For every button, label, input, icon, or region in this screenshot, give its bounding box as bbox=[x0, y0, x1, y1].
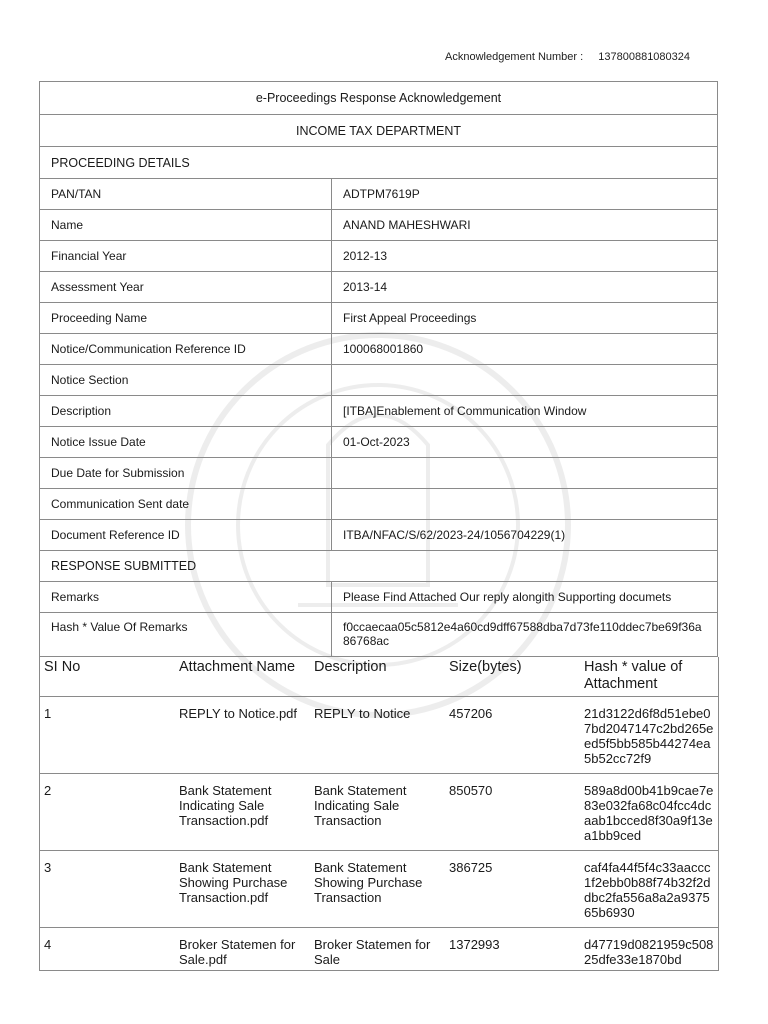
table-row bbox=[40, 851, 718, 928]
detail-row bbox=[40, 303, 718, 334]
detail-value: 100068001860 bbox=[332, 334, 718, 365]
attachment-sno: 3 bbox=[40, 851, 175, 928]
detail-value: 2013-14 bbox=[332, 272, 718, 303]
detail-row bbox=[40, 458, 718, 489]
hash-remarks-row bbox=[40, 613, 718, 657]
detail-value: 01-Oct-2023 bbox=[332, 427, 718, 458]
remarks-row bbox=[40, 582, 718, 613]
detail-label: Name bbox=[40, 210, 332, 241]
attachment-size: 1372993 bbox=[449, 937, 500, 952]
attachment-name: Bank Statement Showing Purchase Transaction.pdf bbox=[175, 851, 310, 928]
attachment-sno: 4 bbox=[44, 937, 52, 952]
table-row bbox=[40, 697, 718, 774]
acknowledgement-number bbox=[445, 51, 690, 63]
detail-row bbox=[40, 241, 718, 272]
detail-label: PAN/TAN bbox=[40, 179, 332, 210]
attachment-name: Bank Statement Indicating Sale Transaction.pdf bbox=[175, 774, 310, 851]
detail-row bbox=[40, 396, 718, 427]
detail-value: ITBA/NFAC/S/62/2023-24/1056704229(1) bbox=[332, 520, 718, 551]
attachment-description: REPLY to Notice bbox=[310, 697, 445, 774]
detail-row bbox=[40, 427, 718, 458]
table-row bbox=[40, 774, 718, 851]
attachment-description: Bank Statement Showing Purchase Transaction bbox=[310, 851, 445, 928]
table-row bbox=[40, 928, 718, 972]
detail-label: Notice Section bbox=[40, 365, 332, 396]
remarks-label: Remarks bbox=[40, 582, 332, 613]
detail-label: Notice/Communication Reference ID bbox=[40, 334, 332, 365]
detail-label: Document Reference ID bbox=[40, 520, 332, 551]
detail-label: Description bbox=[40, 396, 332, 427]
detail-row bbox=[40, 520, 718, 551]
hash-remarks-label: Hash * Value Of Remarks bbox=[40, 613, 332, 657]
detail-value: [ITBA]Enablement of Communication Window bbox=[332, 396, 718, 427]
detail-value bbox=[332, 365, 718, 396]
attachment-size: 850570 bbox=[445, 774, 580, 851]
detail-row bbox=[40, 365, 718, 396]
attachment-description: Broker Statemen for Sale bbox=[314, 937, 431, 967]
attachment-sno: 2 bbox=[40, 774, 175, 851]
attachment-name: Broker Statemen for Sale.pdf bbox=[179, 937, 296, 967]
attachments-table bbox=[40, 657, 718, 971]
header-hash: Hash * value of Attachment bbox=[580, 657, 718, 697]
detail-row bbox=[40, 179, 718, 210]
detail-value: ANAND MAHESHWARI bbox=[332, 210, 718, 241]
detail-label: Notice Issue Date bbox=[40, 427, 332, 458]
detail-row bbox=[40, 272, 718, 303]
detail-value: First Appeal Proceedings bbox=[332, 303, 718, 334]
detail-row bbox=[40, 489, 718, 520]
detail-label: Proceeding Name bbox=[40, 303, 332, 334]
attachment-hash: caf4fa44f5f4c33aaccc1f2ebb0b88f74b32f2ddbc2fa556a8a2a937565b6930 bbox=[580, 851, 718, 928]
header-attachment-name: Attachment Name bbox=[175, 657, 310, 697]
attachment-hash: 21d3122d6f8d51ebe07bd2047147c2bd265eed5f5bb585b44274ea5b52cc72f9 bbox=[580, 697, 718, 774]
detail-label: Due Date for Submission bbox=[40, 458, 332, 489]
attachment-hash: 589a8d00b41b9cae7e83e032fa68c04fcc4dcaab1bcced8f30a9f13ea1bb9ced bbox=[580, 774, 718, 851]
response-submitted-heading: RESPONSE SUBMITTED bbox=[40, 551, 718, 582]
attachments-header-row bbox=[40, 657, 718, 697]
attachment-name: REPLY to Notice.pdf bbox=[175, 697, 310, 774]
header-description: Description bbox=[310, 657, 445, 697]
acknowledgement-value: 137800881080324 bbox=[598, 51, 691, 63]
detail-row bbox=[40, 334, 718, 365]
attachment-size: 457206 bbox=[445, 697, 580, 774]
detail-value: ADTPM7619P bbox=[332, 179, 718, 210]
hash-remarks-value: f0ccaecaa05c5812e4a60cd9dff67588dba7d73fe110ddec7be69f36a86768ac bbox=[332, 613, 718, 657]
attachment-hash: d47719d0821959c50825dfe33e1870bd bbox=[584, 937, 714, 967]
acknowledgement-label: Acknowledgement Number : bbox=[445, 51, 584, 63]
detail-value: 2012-13 bbox=[332, 241, 718, 272]
proceeding-details-table bbox=[39, 81, 718, 657]
detail-value bbox=[332, 458, 718, 489]
detail-label: Communication Sent date bbox=[40, 489, 332, 520]
attachment-size: 386725 bbox=[445, 851, 580, 928]
page-title: e-Proceedings Response Acknowledgement bbox=[40, 82, 718, 115]
proceeding-details-heading: PROCEEDING DETAILS bbox=[40, 147, 718, 179]
attachments-table-container bbox=[39, 657, 719, 971]
remarks-value: Please Find Attached Our reply alongith Supporting documets bbox=[332, 582, 718, 613]
detail-row bbox=[40, 210, 718, 241]
detail-label: Financial Year bbox=[40, 241, 332, 272]
header-size: Size(bytes) bbox=[445, 657, 580, 697]
header-sno: SI No bbox=[40, 657, 175, 697]
department-title: INCOME TAX DEPARTMENT bbox=[40, 115, 718, 147]
detail-value bbox=[332, 489, 718, 520]
detail-label: Assessment Year bbox=[40, 272, 332, 303]
attachment-description: Bank Statement Indicating Sale Transaction bbox=[310, 774, 445, 851]
attachment-sno: 1 bbox=[40, 697, 175, 774]
